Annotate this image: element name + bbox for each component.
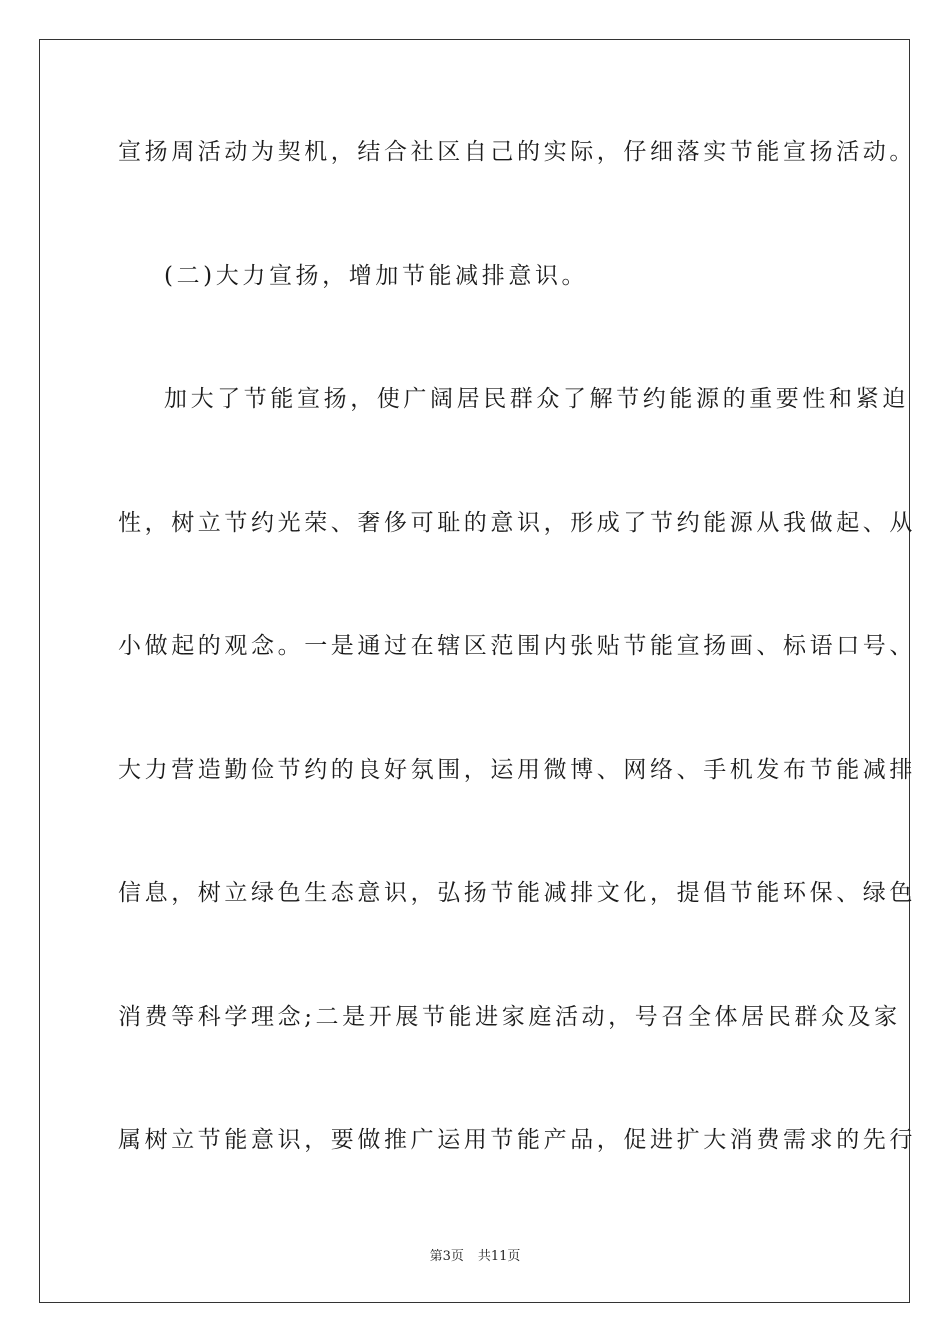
- paragraph-line-7: 信息，树立绿色生态意识，弘扬节能减排文化，提倡节能环保、绿色: [118, 880, 916, 906]
- paragraph-line-3: 加大了节能宣扬，使广阔居民群众了解节约能源的重要性和紧迫: [164, 386, 909, 412]
- page-border: [39, 39, 910, 1303]
- paragraph-line-5: 小做起的观念。一是通过在辖区范围内张贴节能宣扬画、标语口号、: [118, 633, 916, 659]
- paragraph-line-9: 属树立节能意识，要做推广运用节能产品，促进扩大消费需求的先行: [118, 1127, 916, 1153]
- page-footer: [0, 1248, 950, 1266]
- page-total: 共11页: [477, 1249, 521, 1264]
- paragraph-line-8: 消费等科学理念;二是开展节能进家庭活动，号召全体居民群众及家: [118, 1004, 901, 1030]
- paragraph-line-6: 大力营造勤俭节约的良好氛围，运用微博、网络、手机发布节能减排: [118, 757, 916, 783]
- section-heading: (二)大力宣扬，增加节能减排意识。: [164, 263, 589, 289]
- paragraph-line-1: 宣扬周活动为契机，结合社区自己的实际，仔细落实节能宣扬活动。: [118, 139, 916, 165]
- paragraph-line-4: 性，树立节约光荣、奢侈可耻的意识，形成了节约能源从我做起、从: [118, 510, 916, 536]
- page-number: 第3页: [429, 1249, 464, 1264]
